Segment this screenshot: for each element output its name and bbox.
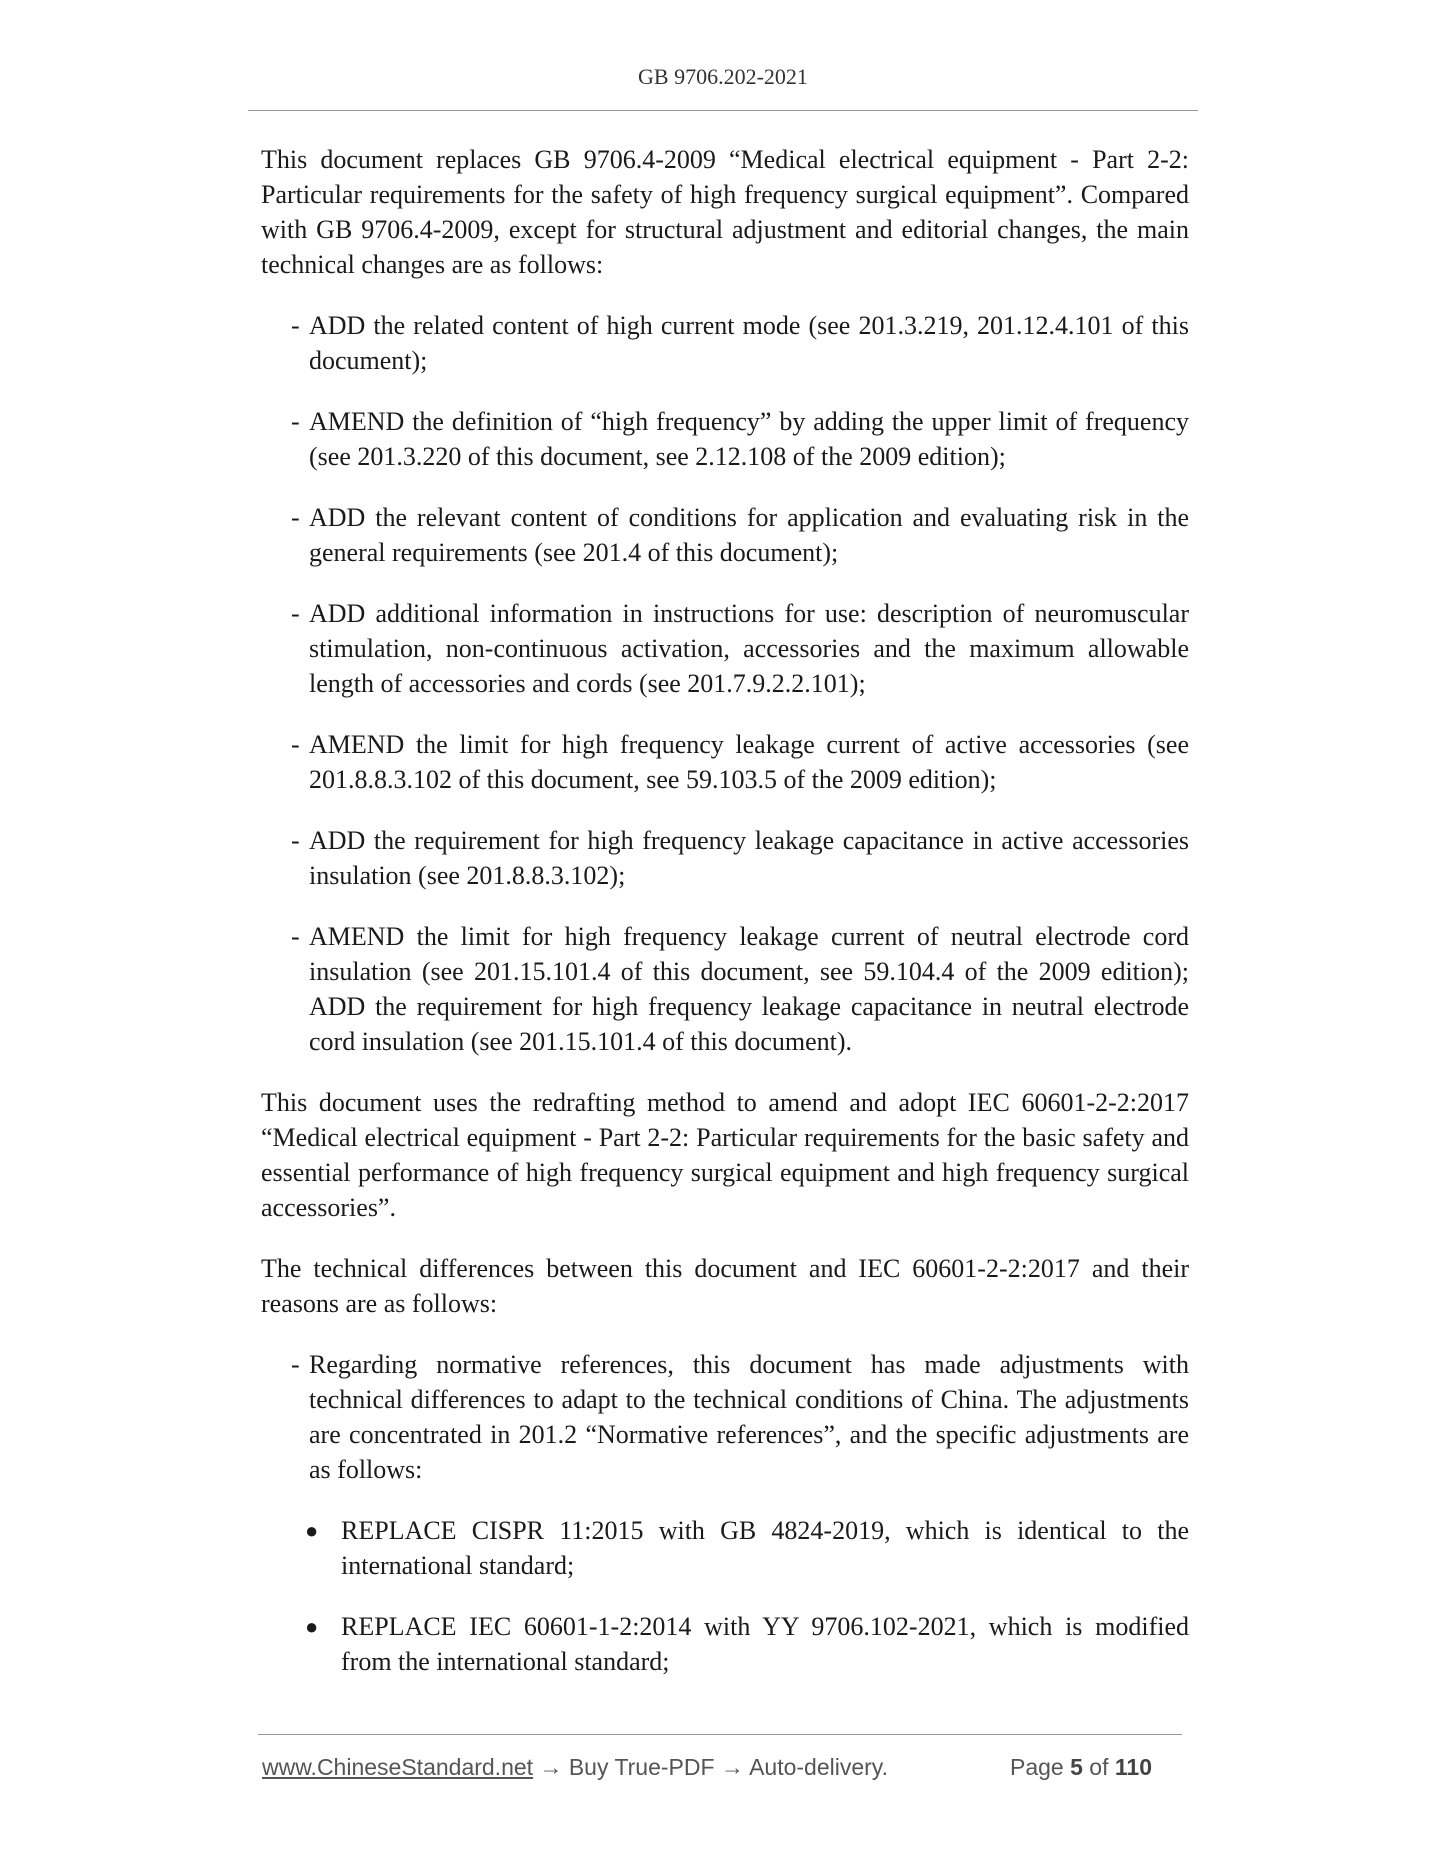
dash-marker: - — [291, 1350, 300, 1379]
page-indicator — [1010, 1754, 1152, 1781]
dash-marker: - — [291, 599, 300, 628]
dash-marker: - — [291, 922, 300, 951]
bullet-marker: ● — [305, 1614, 319, 1639]
intro-paragraph: This document replaces GB 9706.4-2009 “Medical electrical equipment - Part 2-2: Particular requirements for the safety of high frequency surgical equipment”. Compared with GB 9706.4-2009, except for structural adjustment and editorial changes, the main technical changes are as follows: — [261, 145, 1189, 279]
difference-text: Regarding normative references, this document has made adjustments with technical differences to adapt to the technical conditions of China. The adjustments are concentrated in 201.2 “Normative references”, and the specific adjustments are as follows: — [309, 1350, 1189, 1484]
change-item — [261, 823, 1189, 893]
change-text: ADD additional information in instructions for use: description of neuromuscular stimulation, non-continuous activation, accessories and the maximum allowable length of accessories and cords (see 201.7.9.2.2.101); — [309, 599, 1189, 698]
change-item — [261, 919, 1189, 1059]
document-number: GB 9706.202-2021 — [638, 64, 808, 89]
page-label: Page — [1010, 1754, 1064, 1780]
arrow-icon: → — [539, 1754, 563, 1780]
change-text: ADD the requirement for high frequency leakage capacitance in active accessories insulation (see 201.8.8.3.102); — [309, 826, 1189, 890]
dash-marker: - — [291, 730, 300, 759]
change-text: AMEND the definition of “high frequency” by adding the upper limit of frequency (see 201.3.220 of this document, see 2.12.108 of the 2009 edition); — [309, 407, 1189, 471]
change-text: AMEND the limit for high frequency leakage current of active accessories (see 201.8.8.3.102 of this document, see 59.103.5 of the 2009 edition); — [309, 730, 1189, 794]
dash-marker: - — [291, 311, 300, 340]
change-item — [261, 500, 1189, 570]
dash-marker: - — [291, 826, 300, 855]
page-footer — [262, 1754, 1182, 1781]
page-number: 5 — [1070, 1754, 1083, 1780]
replacement-text: REPLACE CISPR 11:2015 with GB 4824-2019, which is identical to the international standard; — [341, 1516, 1189, 1580]
page-header — [248, 64, 1198, 90]
bullet-marker: ● — [305, 1518, 319, 1543]
of-label: of — [1089, 1754, 1109, 1780]
dash-marker: - — [291, 503, 300, 532]
change-text: ADD the related content of high current mode (see 201.3.219, 201.12.4.101 of this document); — [309, 311, 1189, 375]
footer-divider — [258, 1734, 1182, 1735]
difference-item — [261, 1347, 1189, 1487]
replacement-item — [261, 1513, 1189, 1583]
differences-intro-paragraph: The technical differences between this document and IEC 60601-2-2:2017 and their reasons are as follows: — [261, 1254, 1189, 1318]
change-item — [261, 404, 1189, 474]
document-body — [261, 142, 1189, 1705]
website-link[interactable]: www.ChineseStandard.net — [262, 1754, 534, 1780]
buy-pdf-text: Buy True-PDF — [568, 1754, 715, 1780]
change-item — [261, 727, 1189, 797]
page-total: 110 — [1114, 1754, 1152, 1780]
header-divider — [248, 110, 1198, 111]
change-item — [261, 308, 1189, 378]
change-item — [261, 596, 1189, 701]
adoption-paragraph: This document uses the redrafting method to amend and adopt IEC 60601-2-2:2017 “Medical electrical equipment - Part 2-2: Particular requirements for the basic safety and essential performance of high frequency surgical equipment and high frequency surgical accessories”. — [261, 1088, 1189, 1222]
change-text: ADD the relevant content of conditions for application and evaluating risk in the general requirements (see 201.4 of this document); — [309, 503, 1189, 567]
arrow-icon: → — [720, 1754, 744, 1780]
change-text: AMEND the limit for high frequency leakage current of neutral electrode cord insulation (see 201.15.101.4 of this document, see 59.104.4 of the 2009 edition); ADD the requirement for high frequency leakage capacitance in neutral electrode cord insulation (see 201.15.101.4 of this document). — [309, 922, 1189, 1056]
replacement-item — [261, 1609, 1189, 1679]
dash-marker: - — [291, 407, 300, 436]
delivery-text: Auto-delivery. — [749, 1754, 888, 1780]
replacement-text: REPLACE IEC 60601-1-2:2014 with YY 9706.102-2021, which is modified from the international standard; — [341, 1612, 1189, 1676]
